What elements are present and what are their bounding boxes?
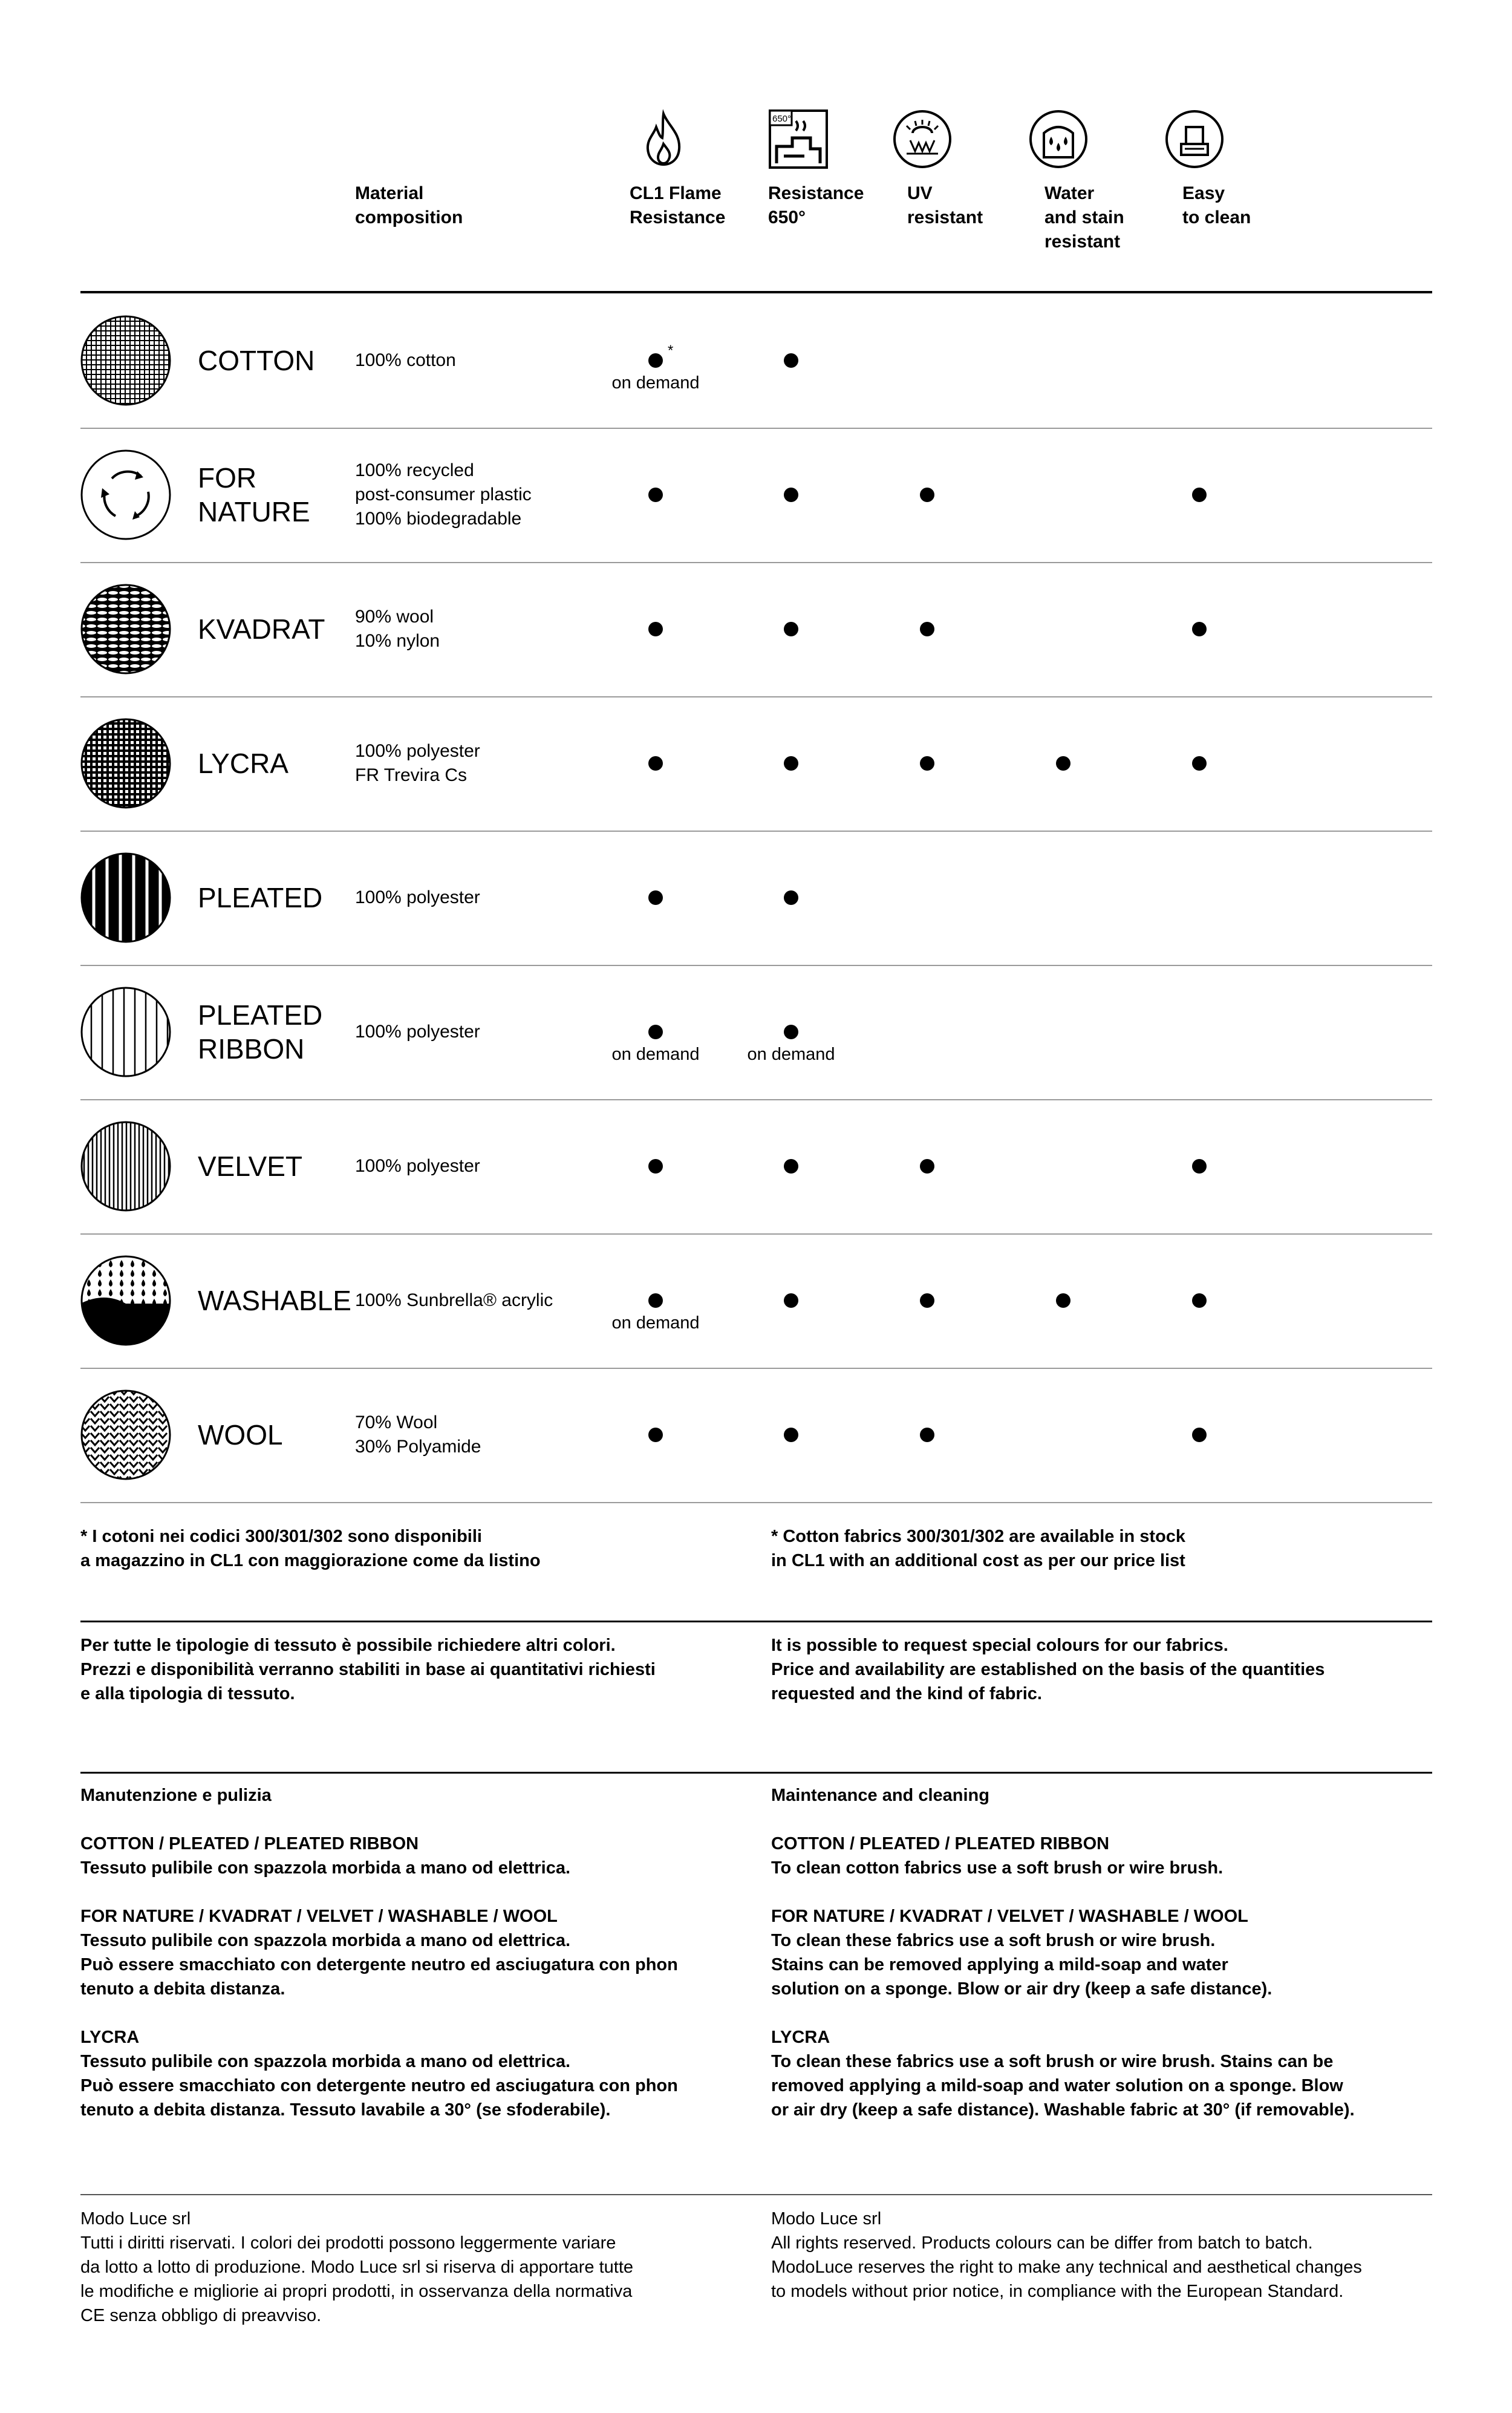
fabric-swatch-kvadrat <box>80 584 171 674</box>
colours-en: It is possible to request special colours for our fabrics. Price and availability are established on the basis of the quantities requested and the kind of fabric. <box>771 1636 1325 1703</box>
maintenance-it: Manutenzione e pulizia COTTON / PLEATED / PLEATED RIBBON Tessuto pulibile con spazzola morbida a mano od elettrica. FOR NATURE / KVADRAT / VELVET / WASHABLE / WOOL Tessuto pulibile con spazzola morbida a mano od elettrica. Può essere smacchiato con detergente neutro ed asciugatura con phon tenuto a debita distanza. LYCRA Tessuto pulibile con spazzola morbida a mano od elettrica. Può essere smacchiato con detergente neutro ed asciugatura con phon tenuto a debita distanza. Tessuto lavabile a 30° (se sfoderabile). <box>80 1786 678 2120</box>
row-divider <box>80 1368 1432 1369</box>
feature-dot <box>1056 756 1070 771</box>
fabric-composition: 100% polyester <box>355 1156 480 1176</box>
water-drops-icon <box>1028 109 1089 169</box>
fabric-name: KVADRAT <box>198 613 325 645</box>
feature-dot <box>1192 622 1207 636</box>
heat-650-icon <box>768 109 829 169</box>
fabric-composition: 100% polyester <box>355 1022 480 1042</box>
legal-en: Modo Luce srl All rights reserved. Products colours can be differ from batch to batch. ModoLuce reserves the right to make any technical and aesthetical changes to models without prior notice, in compliance with the European Standard. <box>771 2209 1362 2301</box>
feature-dot <box>784 622 798 636</box>
feature-dot <box>784 1428 798 1442</box>
feature-dot <box>784 756 798 771</box>
feature-dot <box>1192 1428 1207 1442</box>
fabric-name: COTTON <box>198 345 315 376</box>
fabric-swatch-pleated <box>80 852 171 943</box>
col-header-uv: UV resistant <box>907 183 983 227</box>
fabric-swatch-wool <box>80 1389 171 1480</box>
fabric-name: VELVET <box>198 1151 302 1182</box>
on-demand-note: on demand <box>747 1045 835 1064</box>
fabric-composition: 100% recycled post-consumer plastic 100% biodegradable <box>355 460 532 529</box>
fabric-name: LYCRA <box>198 748 288 779</box>
fabric-composition: 90% wool 10% nylon <box>355 607 440 651</box>
fabric-swatch-pleated-ribbon <box>80 987 171 1077</box>
fabric-swatch-velvet <box>80 1121 171 1212</box>
maintenance-rule <box>80 1772 1432 1774</box>
fabric-name: PLEATED RIBBON <box>198 999 323 1065</box>
feature-dot <box>920 488 934 502</box>
row-divider <box>80 562 1432 563</box>
footnote-marker: * <box>668 342 674 359</box>
row-divider <box>80 1502 1432 1503</box>
feature-dot <box>920 622 934 636</box>
feature-dot <box>784 890 798 905</box>
colours-rule <box>80 1621 1432 1622</box>
feature-dot <box>648 890 663 905</box>
fabric-composition: 100% polyester <box>355 887 480 907</box>
colours-it: Per tutte le tipologie di tessuto è possibile richiedere altri colori. Prezzi e disponibilità verranno stabiliti in base ai quantitativi richiesti e alla tipologia di tessuto. <box>80 1636 656 1703</box>
row-divider <box>80 1233 1432 1235</box>
feature-dot <box>784 353 798 368</box>
feature-dot <box>1192 488 1207 502</box>
uv-icon <box>892 109 953 169</box>
feature-dot <box>648 622 663 636</box>
col-header-water: Water and stain resistant <box>1044 183 1124 252</box>
fabric-swatch-cotton <box>80 315 171 406</box>
legal-rule <box>80 2194 1432 2195</box>
feature-dot <box>920 1159 934 1174</box>
fabric-composition: 100% cotton <box>355 350 456 370</box>
feature-dot <box>920 1428 934 1442</box>
fabric-name: WOOL <box>198 1419 283 1451</box>
feature-dot <box>784 1293 798 1308</box>
feature-dot <box>784 1025 798 1039</box>
fabric-name: PLEATED <box>198 882 323 913</box>
feature-dot <box>648 1293 663 1308</box>
footnote-en: * Cotton fabrics 300/301/302 are available in stock in CL1 with an additional cost as per our price list <box>771 1527 1186 1570</box>
on-demand-note: on demand <box>611 373 700 393</box>
fabric-swatch-lycra <box>80 718 171 809</box>
fabric-composition: 100% polyester FR Trevira Cs <box>355 741 480 785</box>
maintenance-en: Maintenance and cleaning COTTON / PLEATED / PLEATED RIBBON To clean cotton fabrics use a soft brush or wire brush. FOR NATURE / KVADRAT / VELVET / WASHABLE / WOOL To clean these fabrics use a soft brush or wire brush. Stains can be removed applying a mild-soap and water solution on a sponge. Blow or air dry (keep a safe distance). LYCRA To clean these fabrics use a soft brush or wire brush. Stains can be removed applying a mild-soap and water solution on a sponge. Blow or air dry (keep a safe distance). Washable fabric at 30° (if removable). <box>771 1786 1355 2120</box>
table-top-rule <box>80 291 1432 293</box>
feature-dot <box>648 1025 663 1039</box>
flame-icon <box>633 109 694 169</box>
feature-dot <box>920 1293 934 1308</box>
on-demand-note: on demand <box>611 1045 700 1064</box>
feature-dot <box>648 756 663 771</box>
footnote-it: * I cotoni nei codici 300/301/302 sono disponibili a magazzino in CL1 con maggiorazione come da listino <box>80 1527 541 1570</box>
row-divider <box>80 1099 1432 1100</box>
feature-dot <box>648 488 663 502</box>
feature-dot <box>1192 756 1207 771</box>
row-divider <box>80 965 1432 966</box>
fabric-composition: 70% Wool 30% Polyamide <box>355 1412 481 1457</box>
legal-it: Modo Luce srl Tutti i diritti riservati. I colori dei prodotti possono leggermente variare da lotto a lotto di produzione. Modo Luce srl si riserva di apportare tutte le modifiche e migliorie ai propri prodotti, in osservanza della normativa CE senza obbligo di preavviso. <box>80 2209 634 2325</box>
feature-dot <box>648 1159 663 1174</box>
feature-dot <box>920 756 934 771</box>
row-divider <box>80 428 1432 429</box>
fabric-composition: 100% Sunbrella® acrylic <box>355 1290 553 1310</box>
fabric-swatch-washable <box>80 1255 171 1346</box>
feature-dot <box>784 488 798 502</box>
feature-dot <box>648 353 663 368</box>
fabric-name: WASHABLE <box>198 1285 351 1316</box>
feature-dot <box>1056 1293 1070 1308</box>
row-divider <box>80 696 1432 697</box>
material-composition-header: Material composition <box>355 183 463 227</box>
svg-text:650°: 650° <box>772 114 792 124</box>
feature-dot <box>1192 1159 1207 1174</box>
on-demand-note: on demand <box>611 1313 700 1333</box>
col-header-flame: CL1 Flame Resistance <box>630 183 726 227</box>
col-header-easy-clean: Easy to clean <box>1182 183 1251 227</box>
feature-dot <box>784 1159 798 1174</box>
row-divider <box>80 831 1432 832</box>
easy-clean-icon <box>1164 109 1225 169</box>
feature-dot <box>1192 1293 1207 1308</box>
col-header-650: Resistance 650° <box>768 183 864 227</box>
fabric-name: FOR NATURE <box>198 462 310 527</box>
feature-dot <box>648 1428 663 1442</box>
fabric-swatch-for-nature <box>80 449 171 540</box>
